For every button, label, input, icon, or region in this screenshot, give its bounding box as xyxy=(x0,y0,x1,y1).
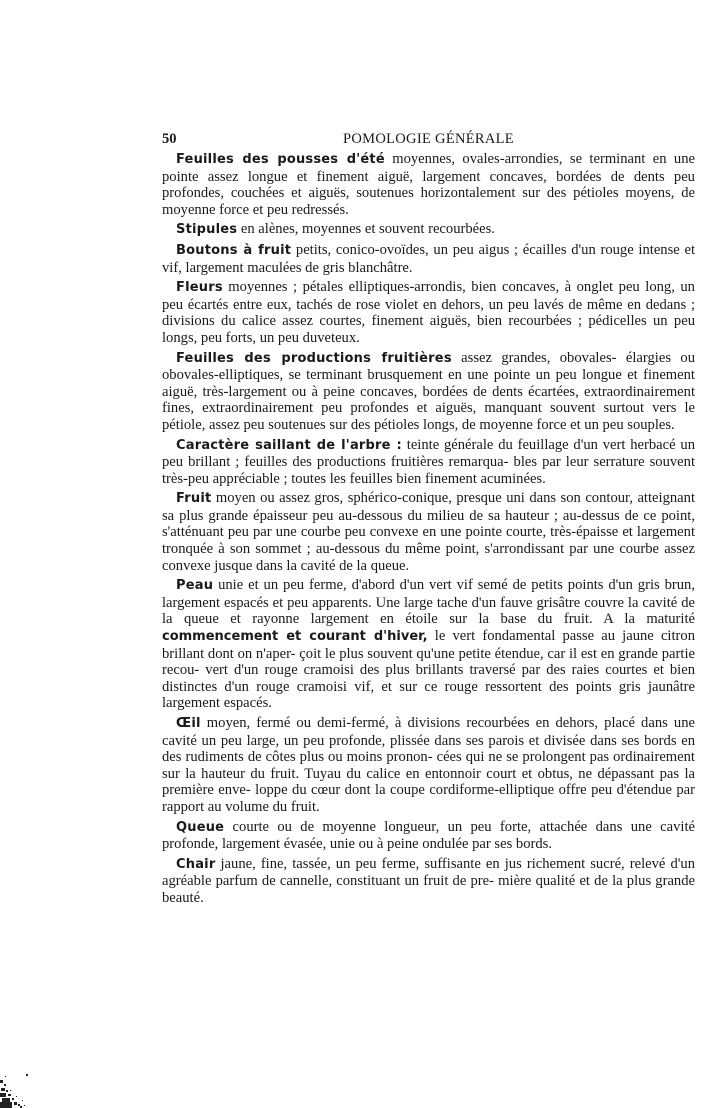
description-paragraph xyxy=(162,819,695,853)
book-page xyxy=(162,131,695,910)
running-title: POMOLOGIE GÉNÉRALE xyxy=(343,131,514,147)
paragraph-line: unie et un peu ferme, d'abord d'un vert vif semé de petits points xyxy=(213,577,604,594)
paragraph-line: vert d'un rouge cramoisi des plus brillants traversé par des raies courtes et xyxy=(199,662,664,679)
paragraph-line: lavés de même en dedans ; divisions du calice assez courtes, finement aiguës, xyxy=(162,296,695,330)
paragraph-line: du calice en entonnoir court et obtus, ne dépassant pas la première enve- xyxy=(162,765,695,799)
paragraph-line: cées qui ne se prolongent pas ordinairement sur la hauteur du fruit. Tuyau xyxy=(162,749,695,782)
paragraph-term: Œil xyxy=(176,716,201,731)
paragraph-line: teinte générale du feuillage d'un xyxy=(401,436,598,453)
paragraph-line: sa hauteur ; au-dessus de ce point, s'atténuant peu par une courbe peu xyxy=(162,507,695,541)
paragraph-line: peu long, un peu écartés entre eux, tachés de rose violet en dehors, un peu xyxy=(162,279,695,313)
description-paragraph xyxy=(162,577,695,712)
description-paragraph xyxy=(162,715,695,816)
scan-noise xyxy=(0,1060,60,1108)
description-paragraph xyxy=(162,437,695,488)
paragraph-line: bien finement acuminées. xyxy=(392,470,546,487)
paragraph-line: jaune, fine, tassée, un peu ferme, suffisante en jus richement xyxy=(215,855,586,872)
paragraph-line: convexe jusque dans la cavité de la queue. xyxy=(162,557,410,574)
paragraph-line: convexe en une pointe courte, très-épaisse et largement tronquée à son xyxy=(162,524,695,558)
paragraph-line: rapport au volume du fruit. xyxy=(162,798,320,815)
paragraph-term: Feuilles des productions fruitières xyxy=(176,350,452,366)
emphasized-phrase: commencement et courant d'hiver, xyxy=(162,629,428,645)
paragraph-line: d'un gris brun, largement espacés et peu apparents. Une large tache d'un xyxy=(162,577,695,611)
paragraph-line: contour, atteignant sa plus grande épaisseur peu au-dessous du milieu de xyxy=(162,490,695,524)
paragraph-line: bien recourbées ; pédicelles un peu longs, peu forts, un peu duveteux. xyxy=(162,313,695,346)
paragraph-line: bles par leur serrature souvent très-peu appréciable ; toutes les feuilles xyxy=(162,454,695,487)
description-paragraph xyxy=(162,279,695,346)
paragraph-line: petits, conico-ovoïdes, un peu aigus ; écailles d'un xyxy=(291,241,596,258)
paragraph-term: Boutons à fruit xyxy=(176,242,292,258)
paragraph-line: en alènes, moyennes et souvent recourbées. xyxy=(237,221,495,238)
paragraph-line: moyennes ; pétales elliptiques-arrondis, bien concaves, à onglet xyxy=(222,279,614,296)
paragraph-term: Fruit xyxy=(176,491,212,507)
paragraph-line: et divisée dans ses bords en des rudiments de côtes plus ou moins pronon- xyxy=(162,732,695,766)
paragraph-line: profondes et aiguës, manquant souvent surtout vers le pétiole, assez peu xyxy=(162,400,696,433)
paragraph-line: mière qualité et de la plus grande beauté. xyxy=(162,873,696,906)
description-paragraph xyxy=(162,490,695,574)
paragraph-term: Queue xyxy=(176,819,225,835)
paragraph-line: placé dans une cavité un peu large, un peu profonde, plissée dans ses parois xyxy=(162,715,695,749)
paragraph-line: bien distinctes d'un rouge cramoisi vif, et sur ce rouge ressortent des points xyxy=(162,662,695,695)
paragraph-term: Feuilles des pousses d'été xyxy=(176,152,385,167)
paragraph-line: courte ou de moyenne longueur, un peu forte, attachée dans une xyxy=(224,818,652,835)
page-number: 50 xyxy=(162,131,177,147)
paragraph-term: Chair xyxy=(176,856,216,872)
paragraph-term: Caractère saillant de l'arbre : xyxy=(176,437,402,453)
paragraph-term: Fleurs xyxy=(176,280,223,296)
paragraph-line: en une pointe assez longue et finement aiguë, largement concaves, bordées xyxy=(162,151,695,185)
paragraph-line: moyennes, ovales-arrondies, se terminant xyxy=(384,151,646,167)
description-paragraph xyxy=(162,856,695,907)
paragraph-line: de dents peu profondes, couchées et aiguës, soutenues horizontalement sur xyxy=(162,168,695,202)
paragraph-line: des pétioles moyens, de moyenne force et peu redressés. xyxy=(162,185,695,218)
paragraph-line: sucré, relevé d'un agréable parfum de cannelle, constituant un fruit de pre- xyxy=(162,855,695,890)
page-body xyxy=(162,151,695,907)
paragraph-term: Peau xyxy=(176,578,214,594)
paragraph-line: çoit le plus souvent qu'une petite étendue, car il est en grande partie recou- xyxy=(162,645,695,679)
paragraph-line: vert herbacé un peu brillant ; feuilles des productions fruitières remarqua- xyxy=(162,436,695,471)
paragraph-line: sur la base du fruit. A la maturité xyxy=(437,611,695,628)
paragraph-line: assez grandes, obovales- xyxy=(451,349,617,366)
description-paragraph xyxy=(162,221,695,239)
paragraph-line: cavité profonde, largement évasée, unie ou à peine ondulée par ses bords. xyxy=(162,818,696,853)
paragraph-line: élargies ou obovales-elliptiques, se terminant brusquement en une pointe xyxy=(162,349,695,384)
paragraph-line: sommet ; au-dessous du même point, s'arrondissant par une courbe assez xyxy=(250,541,695,558)
page-header xyxy=(162,131,695,151)
paragraph-line: fauve grisâtre couvre la cavité de la queue et rayonne largement en étoile xyxy=(162,594,695,628)
paragraph-line: loppe du cœur dont la coupe cordiforme-elliptique offre peu d'étendue par xyxy=(250,782,695,799)
description-paragraph xyxy=(162,242,695,276)
paragraph-line: le vert fondamental passe au jaune citron brillant dont on n'aper- xyxy=(162,628,695,662)
description-paragraph xyxy=(162,350,695,434)
paragraph-line: rouge intense et vif, largement maculées de gris blanchâtre. xyxy=(162,241,695,276)
description-paragraph xyxy=(162,151,695,218)
paragraph-line: soutenues sur des pétioles longs, de moyenne force et un peu souples. xyxy=(264,416,675,433)
paragraph-line: bordées de dents écartées, extraordinairement fines, extraordinairement peu xyxy=(162,383,696,417)
paragraph-line: gris jaunâtre largement espacés. xyxy=(162,678,695,712)
paragraph-term: Stipules xyxy=(176,222,238,238)
paragraph-line: moyen, fermé ou demi-fermé, à divisions recourbées en dehors, xyxy=(200,715,599,731)
paragraph-line: un peu longue et finement aiguë, très-largement ou à peine concaves, xyxy=(162,367,695,400)
paragraph-line: moyen ou assez gros, sphérico-conique, presque uni dans son xyxy=(211,490,581,507)
